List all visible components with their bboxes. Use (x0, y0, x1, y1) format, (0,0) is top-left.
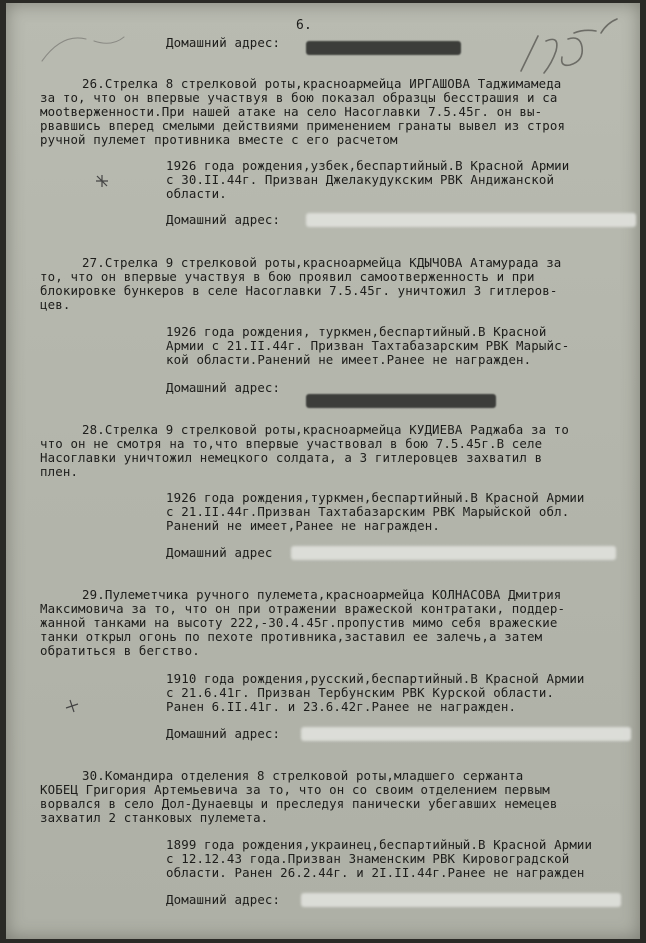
redacted-address (301, 893, 621, 907)
award-text-line: 27.Стрелка 9 стрелковой роты,красноармейца КДЫЧОВА Атамурада за (82, 255, 562, 270)
bio-text-line: Ранен 6.II.41г. и 23.6.42г.Ранее не награжден. (166, 699, 517, 714)
bio-text-line: 1926 года рождения,туркмен,беспартийный.В Красной Армии (166, 490, 585, 505)
redacted-address (306, 394, 496, 408)
bio-text-line: с 21.II.44г.Призван Тахтабазарским РВК Марыйской обл. (166, 504, 570, 519)
award-text-line: то, что он впервые участвуя в бою проявил самоотверженность и при (40, 269, 535, 284)
home-address-label: Домашний адрес: (166, 212, 281, 227)
award-text-line: Насоглавки уничтожил немецкого солдата, а 3 гитлеровцев захватил в (40, 450, 543, 465)
award-text-line: рвавшись вперед смелыми действиями применением гранаты вывел из строя (40, 118, 566, 133)
bio-text-line: кой области.Ранений не имеет.Ранее не награжден. (166, 352, 532, 367)
award-text-line: 26.Стрелка 8 стрелковой роты,красноармейца ИРГАШОВА Таджимамеда (82, 76, 562, 91)
award-text-line: 29.Пулеметчика ручного пулемета,красноармейца КОЛНАСОВА Дмитрия (82, 587, 562, 602)
bio-text-line: с 21.6.41г. Призван Тербунским РВК Курской области. (166, 685, 555, 700)
redacted-address (291, 546, 616, 560)
home-address-label: Домашний адрес: (166, 35, 281, 50)
award-text-line: мootверженности.При нашей атаке на село Насоглавки 7.5.45г. он вы- (40, 104, 543, 119)
bio-text-line: Армии с 21.II.44г. Призван Тахтабазарским РВК Марыйс- (166, 338, 570, 353)
award-text-line: захватил 2 станковых пулемета. (40, 810, 269, 825)
redacted-address (306, 213, 636, 227)
bio-text-line: области. Ранен 26.2.44г. и 2I.II.44г.Ранее не награжден (166, 865, 585, 880)
tack-mark (94, 173, 110, 189)
bio-text-line: 1910 года рождения,русский,беспартийный.В Красной Армии (166, 671, 585, 686)
award-text-line: цев. (40, 297, 71, 312)
award-text-line: 28.Стрелка 9 стрелковой роты,красноармейца КУДИЕВА Раджаба за то (82, 422, 570, 437)
bio-text-line: 1926 года рождения,узбек,беспартийный.В Красной Армии (166, 158, 570, 173)
home-address-label: Домашний адрес (166, 545, 273, 560)
award-text-line: 30.Командира отделения 8 стрелковой роты,младшего сержанта (82, 768, 524, 783)
award-text-line: ручной пулемет противника вместе с его расчетом (40, 132, 398, 147)
bio-text-line: области. (166, 186, 227, 201)
page-number: 6. (296, 18, 312, 33)
home-address-label: Домашний адрес: (166, 380, 281, 395)
document-page (6, 3, 640, 939)
award-text-line: танки открыл огонь по пехоте противника,заставил ее залечь,а затем (40, 629, 543, 644)
home-address-label: Домашний адрес: (166, 726, 281, 741)
award-text-line: КОБЕЦ Григория Артемьевича за то, что он со своим отделением первым (40, 782, 550, 797)
redacted-address (301, 727, 631, 741)
award-text-line: обратиться в бегство. (40, 643, 200, 658)
bio-text-line: Ранений не имеет,Ранее не награжден. (166, 518, 440, 533)
handwritten-mark (34, 21, 154, 71)
award-text-line: плен. (40, 464, 79, 479)
home-address-label: Домашний адрес: (166, 892, 281, 907)
award-text-line: блокировке бункеров в селе Насоглавки 7.5.45г. уничтожил 3 гитлеров- (40, 283, 558, 298)
award-text-line: ворвался в село Дол-Дунаевцы и преследуя панически убегавших немецев (40, 796, 558, 811)
award-text-line: Максимовича за то, что он при отражении вражеской контратаки, поддер- (40, 601, 566, 616)
bio-text-line: 1926 года рождения, туркмен,беспартийный.В Красной (166, 324, 547, 339)
bio-text-line: с 30.II.44г. Призван Джелакудукским РВК Андижанской (166, 172, 555, 187)
tack-mark (64, 698, 80, 714)
bio-text-line: 1899 года рождения,украинец,беспартийный.В Красной Армии (166, 837, 593, 852)
award-text-line: за то, что он впервые участвуя в бою показал образцы бесстрашия и са (40, 90, 558, 105)
award-text-line: жанной танками на высоту 222,-30.4.45г.пропустив мимо себя вражеские (40, 615, 558, 630)
bio-text-line: с 12.12.43 года.Призван Знаменским РВК Кировоградской (166, 851, 570, 866)
award-text-line: что он не смотря на то,что впервые участвовал в бою 7.5.45г.В селе (40, 436, 543, 451)
handwritten-page-number (476, 11, 636, 86)
redacted-address (306, 41, 461, 55)
